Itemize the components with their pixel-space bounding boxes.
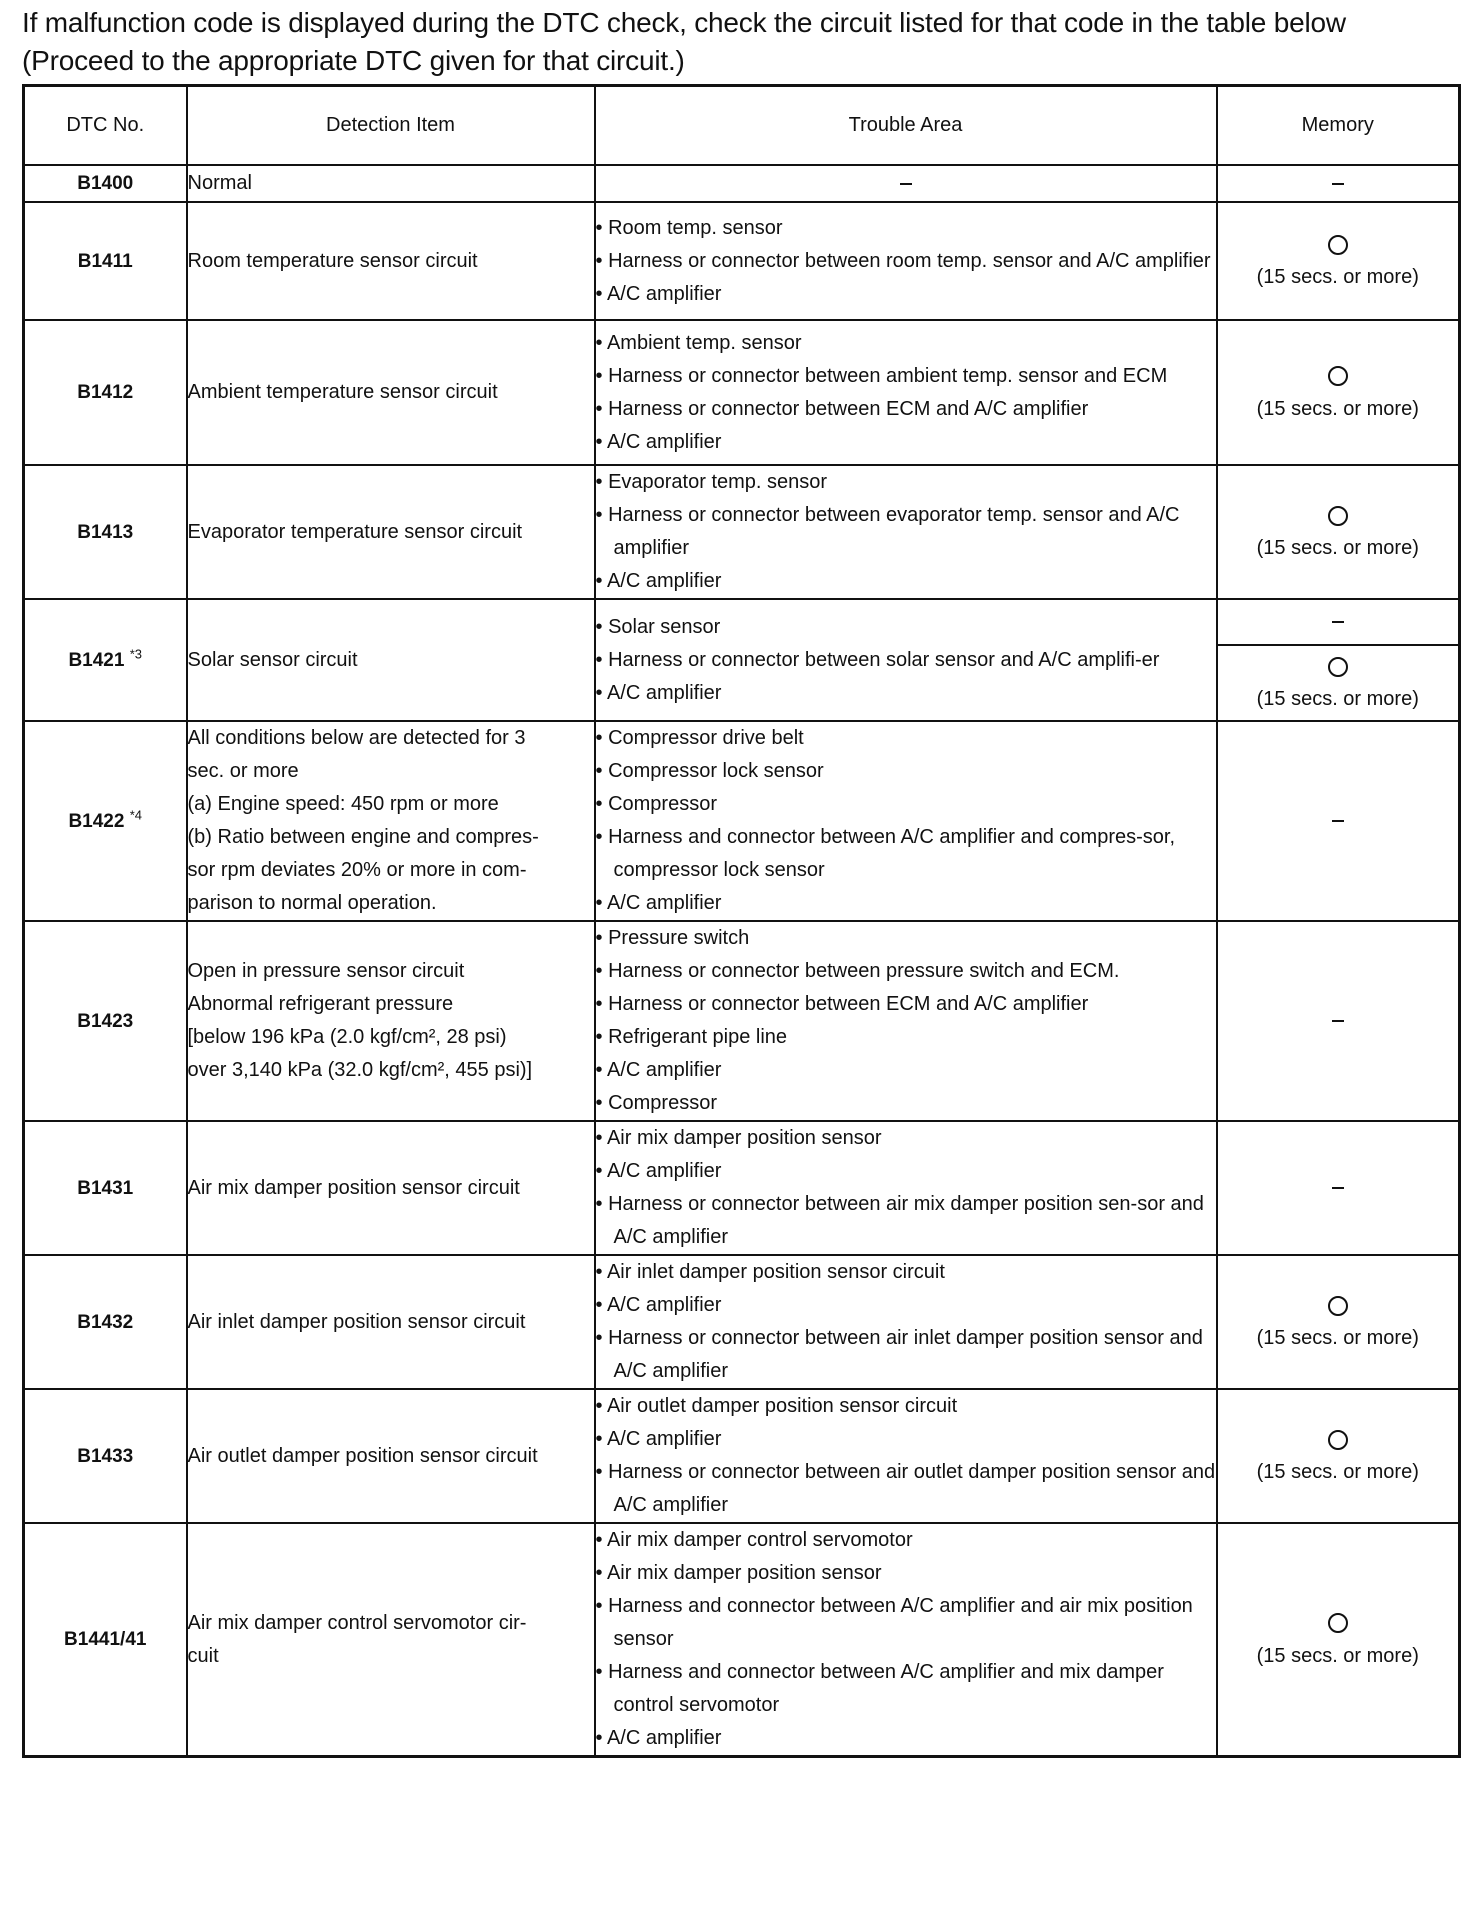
trouble-area-cell: [595, 1389, 1217, 1523]
trouble-area-text: Harness or connector between ambient temp. sensor and ECM: [608, 364, 1168, 387]
dash-mark: [1332, 820, 1344, 822]
memory-circle-icon: [1328, 235, 1348, 255]
trouble-area-text: A/C amplifier: [606, 892, 722, 914]
table-row: [24, 721, 1460, 921]
detection-item-text: Air inlet damper position sensor circuit: [187, 1310, 526, 1333]
trouble-area-cell: [595, 1523, 1217, 1757]
dtc-footnote-mark: *3: [129, 646, 143, 662]
dtc-code-cell: [24, 202, 187, 320]
trouble-area-item: • Solar sensor: [595, 615, 721, 638]
trouble-area-item: • Pressure switch: [595, 927, 750, 949]
detection-item-text: All conditions below are detected for 3: [187, 727, 526, 749]
table-row: [24, 1523, 1460, 1757]
trouble-area-item: • Compressor drive belt: [595, 727, 804, 749]
intro-text: [22, 4, 1462, 80]
detection-item-text: [below 196 kPa (2.0 kgf/cm², 28 psi): [187, 1026, 507, 1048]
trouble-area-cell: [595, 165, 1217, 202]
header-detection-item: Detection Item: [187, 86, 595, 166]
dash-mark: [1332, 1187, 1344, 1189]
trouble-area-text: A/C amplifier: [606, 1294, 722, 1316]
trouble-area-item: • Harness or connector between room temp. sensor and A/C amplifier: [595, 249, 1211, 272]
dtc-footnote-mark: *4: [129, 807, 143, 823]
trouble-area-item: • A/C amplifier: [595, 430, 722, 453]
trouble-area-text: Compressor: [608, 1092, 717, 1114]
trouble-area-item: • A/C amplifier: [595, 282, 722, 305]
trouble-area-text: Solar sensor: [608, 615, 721, 638]
dtc-code-cell: [24, 165, 187, 202]
dtc-code-cell: [24, 1523, 187, 1757]
trouble-area-text: Pressure switch: [608, 927, 750, 949]
trouble-area-text: Harness or connector between solar sensor and A/C amplifi-er: [608, 648, 1160, 671]
dtc-code: B1413: [77, 521, 134, 543]
detection-item-text: (a) Engine speed: 450 rpm or more: [187, 793, 499, 815]
memory-circle-icon: [1328, 1613, 1348, 1633]
trouble-area-item: • Harness and connector between A/C amplifier and air mix position sensor: [595, 1595, 1193, 1650]
trouble-area-item: • Refrigerant pipe line: [595, 1026, 788, 1048]
trouble-area-item: • A/C amplifier: [595, 1727, 722, 1749]
memory-circle-icon: [1328, 366, 1348, 386]
dtc-code-cell: [24, 1121, 187, 1255]
trouble-area-text: Compressor drive belt: [608, 727, 804, 749]
trouble-area-text: Air mix damper position sensor: [606, 1127, 882, 1149]
trouble-area-text: A/C amplifier: [606, 430, 722, 453]
trouble-area-item: • Room temp. sensor: [595, 216, 783, 239]
trouble-area-text: Air inlet damper position sensor circuit: [606, 1261, 945, 1283]
memory-cell: [1217, 721, 1460, 921]
trouble-area-item: • Harness or connector between air mix damper position sen-sor and A/C amplifier: [595, 1193, 1204, 1248]
trouble-area-item: • A/C amplifier: [595, 570, 722, 592]
detection-item-text: Abnormal refrigerant pressure: [187, 993, 454, 1015]
trouble-area-item: • Harness or connector between air inlet damper position sensor and A/C amplifier: [595, 1327, 1203, 1382]
trouble-area-text: Harness or connector between pressure switch and ECM.: [608, 960, 1120, 982]
trouble-area-item: • Air mix damper position sensor: [595, 1562, 882, 1584]
table-header-row: [24, 86, 1460, 166]
trouble-area-text: Air outlet damper position sensor circuit: [606, 1395, 958, 1417]
trouble-area-cell: [595, 465, 1217, 599]
table-row: [24, 1121, 1460, 1255]
memory-duration: (15 secs. or more): [1256, 1327, 1419, 1349]
trouble-area-cell: [595, 1255, 1217, 1389]
detection-item-cell: [187, 721, 595, 921]
trouble-area-item: • A/C amplifier: [595, 892, 722, 914]
memory-cell: [1217, 599, 1460, 645]
detection-item-text: Evaporator temperature sensor circuit: [187, 520, 523, 543]
trouble-area-text: Ambient temp. sensor: [606, 331, 802, 354]
trouble-area-text: A/C amplifier: [606, 1059, 722, 1081]
trouble-area-text: Harness or connector between air inlet damper position sensor and A/C amplifier: [608, 1327, 1203, 1382]
memory-cell: [1217, 1121, 1460, 1255]
detection-item-text: Open in pressure sensor circuit: [187, 960, 465, 982]
detection-item-text: Air mix damper control servomotor cir-: [187, 1611, 527, 1634]
trouble-area-text: Harness or connector between ECM and A/C amplifier: [608, 993, 1089, 1015]
dtc-code: B1441/41: [64, 1629, 147, 1650]
detection-item-text: Solar sensor circuit: [187, 648, 358, 671]
table-row: [24, 165, 1460, 202]
trouble-area-item: • A/C amplifier: [595, 1059, 722, 1081]
dtc-code: B1432: [77, 1311, 134, 1333]
dtc-code: B1412: [77, 382, 134, 403]
trouble-area-item: • Air outlet damper position sensor circuit: [595, 1395, 958, 1417]
dtc-code: B1431: [77, 1177, 134, 1199]
trouble-area-cell: [595, 599, 1217, 721]
header-dtc-no: DTC No.: [24, 86, 187, 166]
dash-mark: [1332, 183, 1344, 185]
dtc-code-cell: [24, 721, 187, 921]
trouble-area-item: • Air inlet damper position sensor circuit: [595, 1261, 945, 1283]
table-row: [24, 599, 1460, 645]
trouble-area-text: Compressor lock sensor: [608, 760, 824, 782]
memory-cell: [1217, 165, 1460, 202]
memory-cell: [1217, 202, 1460, 320]
dash-mark: [1332, 1020, 1344, 1022]
detection-item-text: Air mix damper position sensor circuit: [187, 1176, 520, 1199]
trouble-area-item: • A/C amplifier: [595, 681, 722, 704]
dtc-code-cell: [24, 465, 187, 599]
trouble-area-text: Room temp. sensor: [608, 216, 783, 239]
trouble-area-text: Harness or connector between air mix damper position sen-sor and A/C amplifier: [608, 1193, 1204, 1248]
trouble-area-cell: [595, 721, 1217, 921]
memory-cell: [1217, 921, 1460, 1121]
memory-cell: [1217, 465, 1460, 599]
trouble-area-item: • Harness or connector between pressure switch and ECM.: [595, 960, 1120, 982]
table-row: [24, 921, 1460, 1121]
trouble-area-item: • Harness or connector between ECM and A/C amplifier: [595, 993, 1089, 1015]
trouble-area-text: Harness or connector between room temp. sensor and A/C amplifier: [608, 249, 1211, 272]
memory-duration: (15 secs. or more): [1256, 397, 1419, 420]
trouble-area-item: • Harness or connector between evaporator temp. sensor and A/C amplifier: [595, 504, 1180, 559]
trouble-area-item: • Ambient temp. sensor: [595, 331, 802, 354]
memory-duration: (15 secs. or more): [1256, 537, 1419, 559]
trouble-area-item: • A/C amplifier: [595, 1294, 722, 1316]
dash-mark: [900, 183, 912, 185]
table-row: [24, 1389, 1460, 1523]
trouble-area-item: • A/C amplifier: [595, 1428, 722, 1450]
dtc-code: B1433: [77, 1445, 134, 1467]
trouble-area-item: • Evaporator temp. sensor: [595, 471, 828, 493]
trouble-area-text: Refrigerant pipe line: [608, 1026, 788, 1048]
memory-circle-icon: [1328, 506, 1348, 526]
detection-item-cell: [187, 1389, 595, 1523]
trouble-area-text: A/C amplifier: [606, 1428, 722, 1450]
intro-line-2: (Proceed to the appropriate DTC given for that circuit.): [22, 45, 685, 76]
dtc-code-cell: [24, 1389, 187, 1523]
memory-duration: (15 secs. or more): [1256, 688, 1419, 710]
trouble-area-text: Air mix damper control servomotor: [606, 1529, 913, 1551]
trouble-area-text: Harness and connector between A/C amplifier and air mix position sensor: [608, 1595, 1193, 1650]
dash-mark: [1332, 621, 1344, 623]
memory-duration: (15 secs. or more): [1256, 1461, 1419, 1483]
detection-item-text: cuit: [187, 1644, 219, 1667]
trouble-area-cell: [595, 1121, 1217, 1255]
memory-duration: (15 secs. or more): [1256, 266, 1419, 288]
trouble-area-text: Harness or connector between air outlet damper position sensor and A/C amplifier: [608, 1461, 1216, 1516]
trouble-area-item: • Compressor: [595, 793, 717, 815]
trouble-area-text: A/C amplifier: [606, 1727, 722, 1749]
detection-item-cell: [187, 165, 595, 202]
dtc-table: [22, 84, 1461, 1758]
table-row: [24, 465, 1460, 599]
trouble-area-item: • Compressor: [595, 1092, 717, 1114]
memory-circle-icon: [1328, 1296, 1348, 1316]
dtc-code: B1423: [77, 1010, 134, 1032]
trouble-area-cell: [595, 202, 1217, 320]
trouble-area-item: • A/C amplifier: [595, 1160, 722, 1182]
detection-item-cell: [187, 1523, 595, 1757]
trouble-area-item: • Harness or connector between air outlet damper position sensor and A/C amplifier: [595, 1461, 1216, 1516]
detection-item-cell: [187, 202, 595, 320]
trouble-area-cell: [595, 921, 1217, 1121]
trouble-area-item: • Harness or connector between solar sensor and A/C amplifi-er: [595, 648, 1160, 671]
header-trouble-area: Trouble Area: [595, 86, 1217, 166]
detection-item-cell: [187, 921, 595, 1121]
detection-item-text: sec. or more: [187, 760, 299, 782]
dtc-code-cell: [24, 1255, 187, 1389]
detection-item-cell: [187, 320, 595, 465]
detection-item-text: (b) Ratio between engine and compres-: [187, 826, 539, 848]
dtc-code: B1421: [68, 649, 125, 671]
detection-item-cell: [187, 1121, 595, 1255]
dtc-code: B1400: [77, 173, 134, 194]
detection-item-text: sor rpm deviates 20% or more in com-: [187, 859, 527, 881]
trouble-area-text: Harness or connector between ECM and A/C amplifier: [608, 397, 1089, 420]
trouble-area-text: A/C amplifier: [606, 570, 722, 592]
detection-item-text: parison to normal operation.: [187, 892, 437, 914]
memory-circle-icon: [1328, 1430, 1348, 1450]
trouble-area-item: • Harness and connector between A/C amplifier and mix damper control servomotor: [595, 1661, 1164, 1716]
trouble-area-item: • Harness or connector between ambient temp. sensor and ECM: [595, 364, 1168, 387]
trouble-area-item: • Air mix damper control servomotor: [595, 1529, 913, 1551]
trouble-area-item: • Harness and connector between A/C amplifier and compres-sor, compressor lock sensor: [595, 826, 1176, 881]
detection-item-text: Ambient temperature sensor circuit: [187, 381, 498, 403]
trouble-area-text: Air mix damper position sensor: [606, 1562, 882, 1584]
memory-cell: [1217, 1389, 1460, 1523]
trouble-area-text: A/C amplifier: [606, 282, 722, 305]
memory-cell: [1217, 1523, 1460, 1757]
table-row: [24, 202, 1460, 320]
trouble-area-cell: [595, 320, 1217, 465]
memory-cell: [1217, 1255, 1460, 1389]
detection-item-cell: [187, 1255, 595, 1389]
memory-circle-icon: [1328, 657, 1348, 677]
dtc-code-cell: [24, 599, 187, 721]
trouble-area-text: Harness or connector between evaporator temp. sensor and A/C amplifier: [608, 504, 1180, 559]
trouble-area-text: Harness and connector between A/C amplifier and mix damper control servomotor: [608, 1661, 1164, 1716]
table-row: [24, 1255, 1460, 1389]
dtc-code: B1411: [77, 250, 133, 272]
trouble-area-text: Compressor: [608, 793, 717, 815]
detection-item-cell: [187, 599, 595, 721]
detection-item-text: over 3,140 kPa (32.0 kgf/cm², 455 psi)]: [187, 1059, 533, 1081]
detection-item-text: Room temperature sensor circuit: [187, 249, 478, 272]
trouble-area-text: A/C amplifier: [606, 681, 722, 704]
header-memory: Memory: [1217, 86, 1460, 166]
detection-item-text: Normal: [187, 172, 252, 194]
memory-cell: [1217, 645, 1460, 721]
trouble-area-item: • Compressor lock sensor: [595, 760, 824, 782]
trouble-area-item: • Air mix damper position sensor: [595, 1127, 882, 1149]
memory-duration: (15 secs. or more): [1256, 1644, 1419, 1667]
trouble-area-item: • Harness or connector between ECM and A/C amplifier: [595, 397, 1089, 420]
trouble-area-text: Harness and connector between A/C amplifier and compres-sor, compressor lock sensor: [608, 826, 1176, 881]
dtc-code-cell: [24, 320, 187, 465]
trouble-area-text: A/C amplifier: [606, 1160, 722, 1182]
detection-item-text: Air outlet damper position sensor circuit: [187, 1444, 538, 1467]
detection-item-cell: [187, 465, 595, 599]
memory-cell: [1217, 320, 1460, 465]
table-row: [24, 320, 1460, 465]
dtc-code: B1422: [68, 810, 125, 832]
trouble-area-text: Evaporator temp. sensor: [608, 471, 828, 493]
dtc-code-cell: [24, 921, 187, 1121]
intro-line-1: If malfunction code is displayed during the DTC check, check the circuit listed for that code in the table below: [22, 7, 1346, 38]
